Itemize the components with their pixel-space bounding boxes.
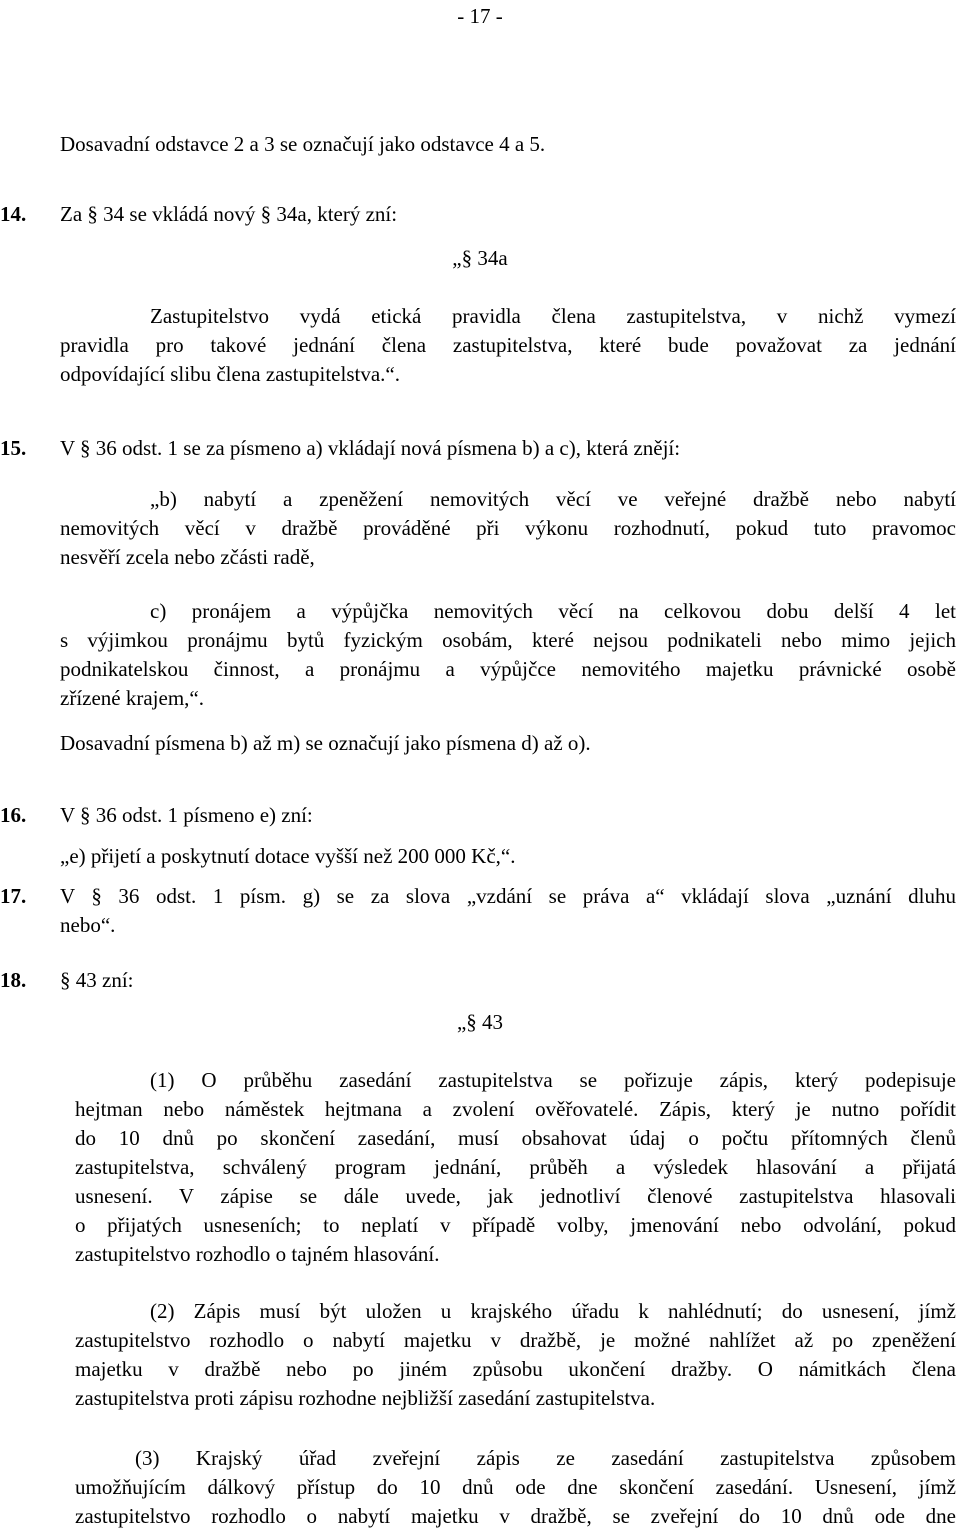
- body-line: podnikatelskou činnost, a pronájmu a výpůjčce nemovitého majetku právnické osobě: [60, 657, 956, 681]
- body-line: hejtman nebo náměstek hejtmana a zvolení ověřovatelé. Zápis, který je nutno pořídit: [75, 1097, 956, 1121]
- body-line: o přijatých usneseních; to neplatí v případě volby, jmenování nebo odvolání, pokud: [75, 1213, 956, 1237]
- body-line: zastupitelstva, schválený program jednání, průběh a výsledek hlasování a přijatá: [75, 1155, 956, 1179]
- body-line: nesvěří zcela nebo zčásti radě,: [60, 545, 315, 569]
- section-heading: „§ 43: [456, 1010, 504, 1034]
- item-text: V § 36 odst. 1 se za písmeno a) vkládají nová písmena b) a c), která znějí:: [60, 436, 681, 460]
- page-number: - 17 -: [457, 4, 503, 28]
- body-line: odpovídající slibu člena zastupitelstva.“.: [60, 362, 400, 386]
- body-line: zastupitelstvo rozhodlo o nabytí majetku v dražbě, je možné nahlížet až po zpeněžení: [75, 1328, 956, 1352]
- item-number: 14.: [0, 202, 27, 226]
- body-line: zřízené krajem,“.: [60, 686, 204, 710]
- body-line: zastupitelstva proti zápisu rozhodne nejbližší zasedání zastupitelstva.: [75, 1386, 656, 1410]
- body-line: (1) O průběhu zasedání zastupitelstva se pořizuje zápis, který podepisuje: [150, 1068, 956, 1092]
- body-line: usnesení. V zápise se dále uvede, jak jednotliví členové zastupitelstva hlasovali: [75, 1184, 956, 1208]
- item-text: V § 36 odst. 1 písmeno e) zní:: [60, 803, 313, 827]
- item-number: 15.: [0, 436, 27, 460]
- item-text: § 43 zní:: [60, 968, 134, 992]
- body-line: pravidla pro takové jednání člena zastupitelstva, které bude považovat za jednání: [60, 333, 956, 357]
- body-line: (3) Krajský úřad zveřejní zápis ze zasedání zastupitelstva způsobem: [135, 1446, 956, 1470]
- quote-text: „e) přijetí a poskytnutí dotace vyšší než 200 000 Kč,“.: [60, 844, 516, 868]
- body-line: zastupitelstvo rozhodlo o nabytí majetku v dražbě, se zveřejní do 10 dnů ode dne: [75, 1504, 956, 1528]
- item-text: Za § 34 se vkládá nový § 34a, který zní:: [60, 202, 398, 226]
- item-number: 18.: [0, 968, 27, 992]
- body-line: „b) nabytí a zpeněžení nemovitých věcí ve veřejné dražbě nebo nabytí: [150, 487, 956, 511]
- item-number: 17.: [0, 884, 27, 908]
- note-text: Dosavadní písmena b) až m) se označují jako písmena d) až o).: [60, 731, 591, 755]
- item-text: nebo“.: [60, 913, 116, 937]
- body-line: s výjimkou pronájmu bytů fyzickým osobám, které nejsou podnikateli nebo mimo jejich: [60, 628, 956, 652]
- body-line: umožňujícím dálkový přístup do 10 dnů ode dne skončení zasedání. Usnesení, jímž: [75, 1475, 956, 1499]
- section-heading: „§ 34a: [452, 246, 508, 270]
- body-line: (2) Zápis musí být uložen u krajského úřadu k nahlédnutí; do usnesení, jímž: [150, 1299, 956, 1323]
- item-text: V § 36 odst. 1 písm. g) se za slova „vzdání se práva a“ vkládají slova „uznání dluhu: [60, 884, 956, 908]
- body-line: nemovitých věcí v dražbě prováděné při výkonu rozhodnutí, pokud tuto pravomoc: [60, 516, 956, 540]
- body-line: do 10 dnů po skončení zasedání, musí obsahovat údaj o počtu přítomných členů: [75, 1126, 956, 1150]
- body-line: zastupitelstvo rozhodlo o tajném hlasování.: [75, 1242, 440, 1266]
- body-line: c) pronájem a výpůjčka nemovitých věcí na celkovou dobu delší 4 let: [150, 599, 956, 623]
- intro-text: Dosavadní odstavce 2 a 3 se označují jako odstavce 4 a 5.: [60, 132, 546, 156]
- body-line: Zastupitelstvo vydá etická pravidla člena zastupitelstva, v nichž vymezí: [150, 304, 956, 328]
- body-line: majetku v dražbě nebo po jiném způsobu ukončení dražby. O námitkách člena: [75, 1357, 956, 1381]
- item-number: 16.: [0, 803, 27, 827]
